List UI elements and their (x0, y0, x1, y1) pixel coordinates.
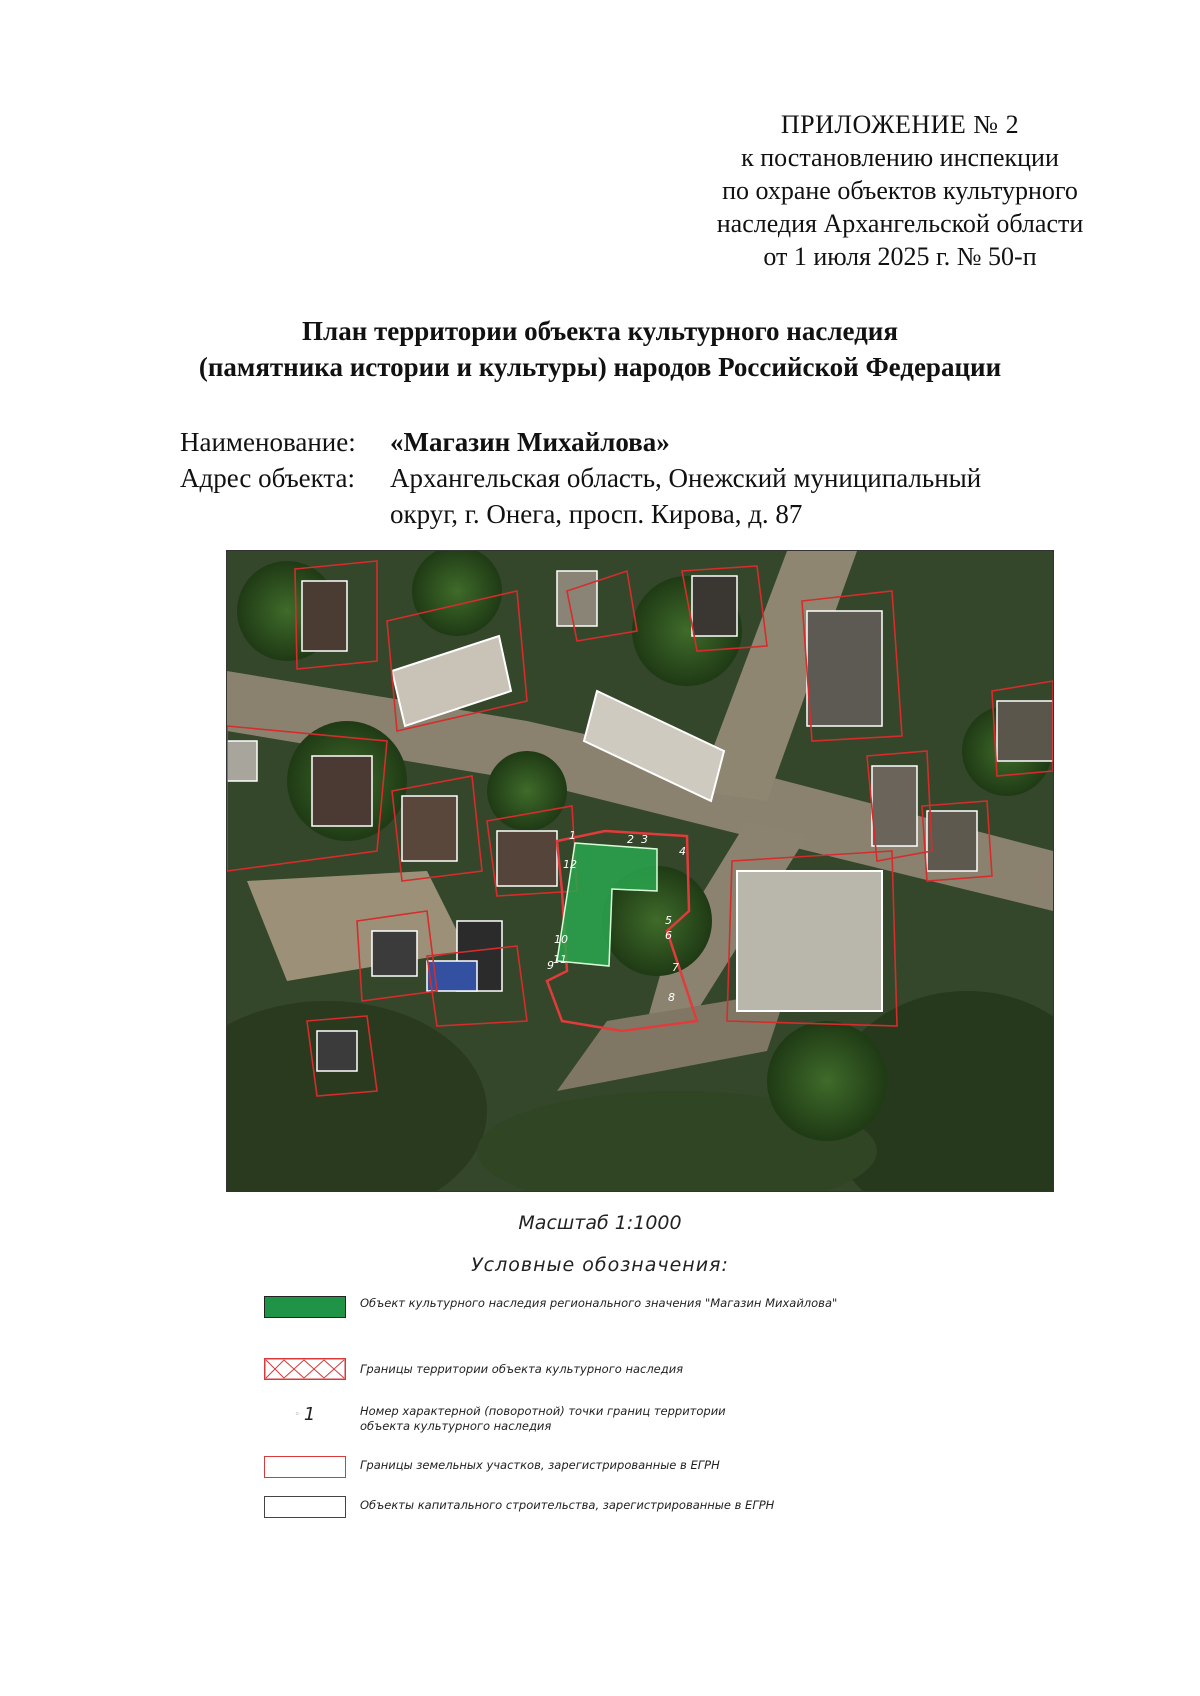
red-hatch-swatch (264, 1358, 346, 1380)
building-w3 (497, 831, 557, 886)
legend-item-land-parcels (264, 1456, 720, 1478)
plan-title-line-1: План территории объекта культурного наследия (302, 316, 898, 346)
appendix-title: ПРИЛОЖЕНИЕ № 2 (780, 110, 1020, 139)
turning-point-label: 3 (641, 833, 648, 846)
building-n (557, 571, 597, 626)
map-scale: Масштаб 1:1000 (518, 1212, 682, 1234)
green-fill-swatch (264, 1296, 346, 1318)
building-e3 (997, 701, 1053, 761)
turning-point-label: 9 (547, 959, 554, 972)
appendix-line-1: к постановлению инспекции (741, 143, 1059, 172)
plan-title (0, 313, 1200, 385)
object-address-row (180, 460, 981, 496)
turning-point-label: 1 (569, 829, 576, 842)
red-outline-swatch (264, 1456, 346, 1478)
object-address-line-2: округ, г. Онега, просп. Кирова, д. 87 (390, 499, 803, 529)
legend-title: Условные обозначения: (471, 1254, 729, 1276)
legend-item-heritage-object (264, 1296, 837, 1318)
object-info (180, 424, 981, 532)
map-svg (227, 551, 1053, 1191)
legend-text: Объекты капитального строительства, зарегистрированные в ЕГРН (360, 1498, 775, 1512)
building-e2 (927, 811, 977, 871)
building-e (872, 766, 917, 846)
map-tree (767, 1021, 887, 1141)
legend-text: Границы территории объекта культурного наследия (360, 1362, 684, 1376)
building-n2 (692, 576, 737, 636)
turning-point-label: 4 (679, 845, 686, 858)
plan-title-line-2: (памятника истории и культуры) народов Российской Федерации (198, 352, 1002, 382)
territory-map (226, 550, 1054, 1192)
legend-item-point-number (264, 1404, 726, 1434)
building-w1 (312, 756, 372, 826)
appendix-header (660, 108, 1140, 273)
turning-point-label: 2 (627, 833, 634, 846)
legend-text: Объект культурного наследия регионального значения "Магазин Михайлова" (360, 1296, 838, 1310)
object-address-label: Адрес объекта: (180, 463, 356, 493)
turning-point-label: 6 (665, 929, 672, 942)
turning-point-label: 10 (554, 933, 568, 946)
legend-text: Границы земельных участков, зарегистрированные в ЕГРН (360, 1458, 720, 1472)
black-outline-swatch (264, 1496, 346, 1518)
turning-point-label: 5 (665, 914, 672, 927)
appendix-line-4: от 1 июля 2025 г. № 50-п (763, 242, 1037, 271)
appendix-line-3: наследия Архангельской области (716, 209, 1084, 238)
object-name-row (180, 424, 981, 460)
turning-point-label: 12 (563, 858, 577, 871)
turning-point-label: 8 (668, 991, 675, 1004)
turning-point-label: 7 (672, 961, 679, 974)
object-name-label: Наименование: (180, 427, 356, 457)
legend-text: Номер характерной (поворотной) точки границ территории объекта культурного наследия (360, 1404, 726, 1433)
legend-item-territory-boundary (264, 1358, 683, 1380)
building-w2 (402, 796, 457, 861)
building-nw (302, 581, 347, 651)
appendix-line-2: по охране объектов культурного (722, 176, 1078, 205)
building-sw (372, 931, 417, 976)
object-address-row-2 (180, 496, 981, 532)
point-marker-icon: ◦ (294, 1410, 300, 1420)
object-address-line-1: Архангельская область, Онежский муниципальный (390, 463, 982, 493)
building-ne (807, 611, 882, 726)
building-store-large (737, 871, 882, 1011)
building-w-edge (227, 741, 257, 781)
turning-point-label: 11 (553, 953, 567, 966)
point-number-sample: ◦ 1 (294, 1404, 316, 1425)
building-sw2 (317, 1031, 357, 1071)
legend-item-capital-objects (264, 1496, 774, 1518)
object-name-value: «Магазин Михайлова» (390, 427, 670, 457)
